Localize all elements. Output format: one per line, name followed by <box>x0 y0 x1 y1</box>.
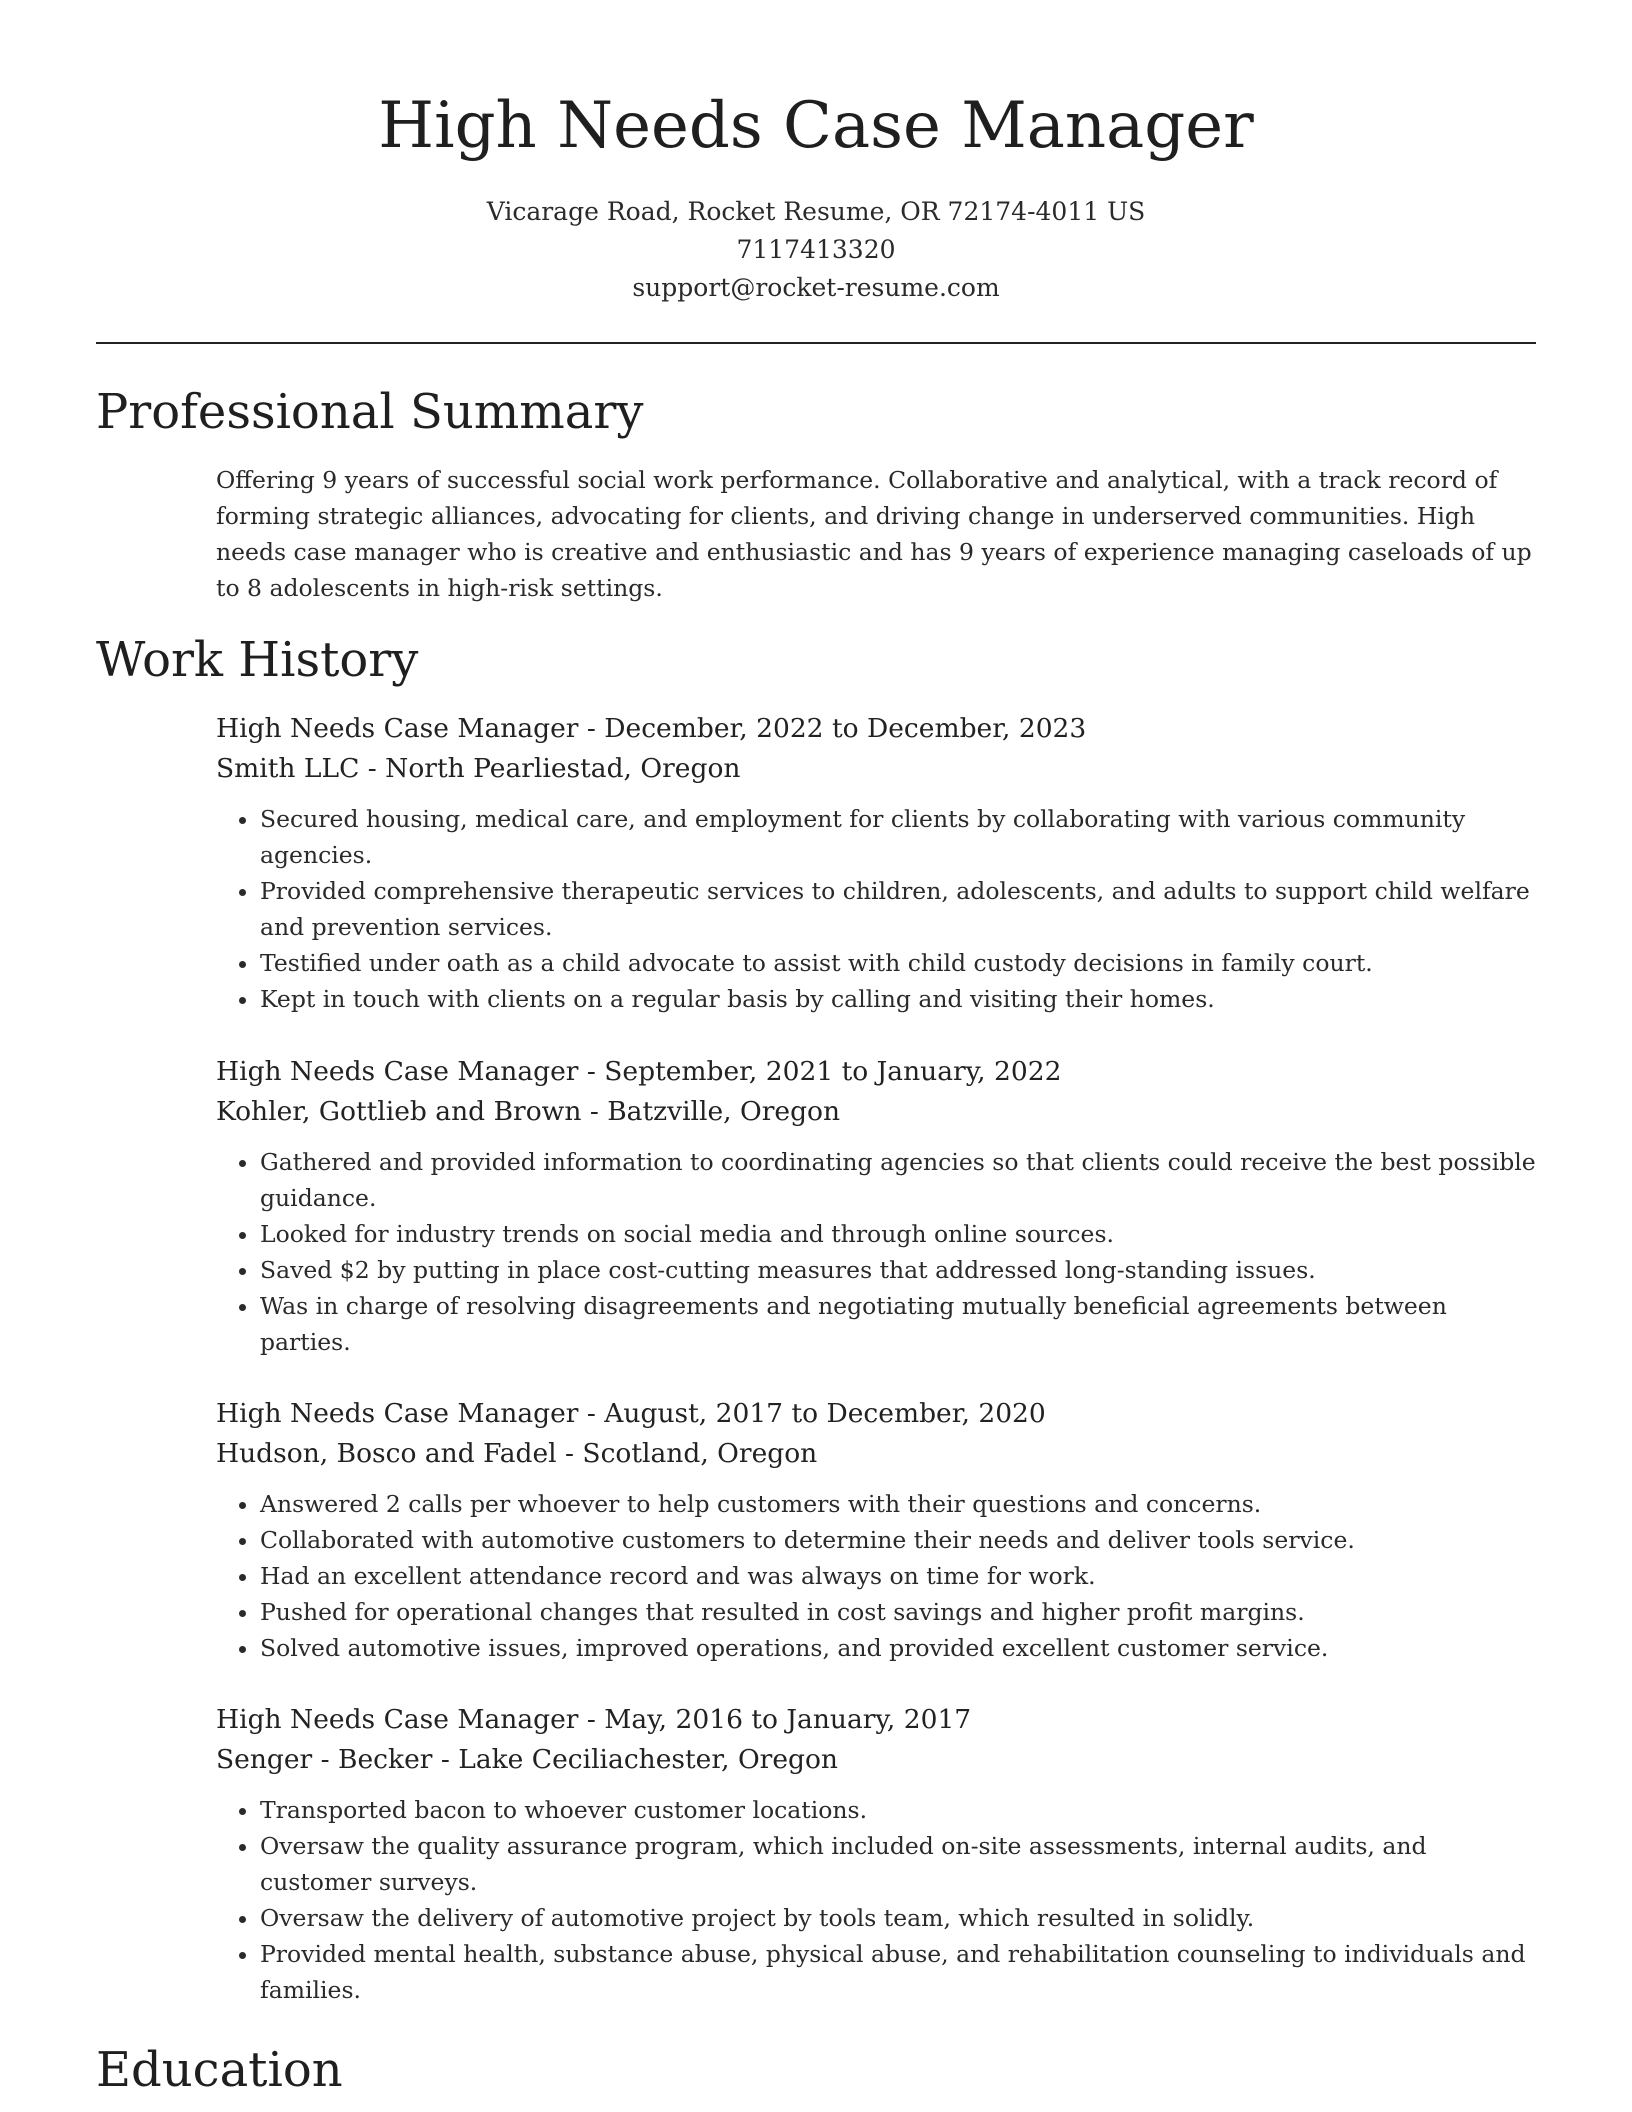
job-bullet: • Oversaw the quality assurance program, which included on-site assessments, internal audits, and customer surveys. <box>260 1828 1536 1900</box>
job-bullet: • Provided mental health, substance abuse, physical abuse, and rehabilitation counseling to individuals and families. <box>260 1936 1536 2008</box>
job-bullet: • Collaborated with automotive customers to determine their needs and deliver tools service. <box>260 1522 1536 1558</box>
summary-text: Offering 9 years of successful social work performance. Collaborative and analytical, with a track record of forming strategic alliances, advocating for clients, and driving change in underserved communities. High needs case manager who is creative and enthusiastic and has 9 years of experience managing caseloads of up to 8 adolescents in high-risk settings. <box>216 466 1532 602</box>
job-company-location: Hudson, Bosco and Fadel - Scotland, Oregon <box>216 1438 818 1469</box>
job-bullet-list <box>216 1792 1536 2008</box>
job-bullet: • Provided comprehensive therapeutic services to children, adolescents, and adults to support child welfare and prevention services. <box>260 873 1536 945</box>
job-bullet: • Was in charge of resolving disagreements and negotiating mutually beneficial agreements between parties. <box>260 1288 1536 1360</box>
contact-address: Vicarage Road, Rocket Resume, OR 72174-4011 US <box>486 197 1146 226</box>
job-entry <box>216 1394 1536 1666</box>
contact-phone: 7117413320 <box>736 235 896 264</box>
job-title-dates: High Needs Case Manager - May, 2016 to January, 2017 <box>216 1704 972 1735</box>
job-title-dates: High Needs Case Manager - December, 2022 to December, 2023 <box>216 713 1087 744</box>
job-bullet: • Gathered and provided information to coordinating agencies so that clients could receive the best possible guidance. <box>260 1144 1536 1216</box>
job-company-location: Senger - Becker - Lake Ceciliachester, Oregon <box>216 1744 838 1775</box>
section-title-work-history: Work History <box>96 632 419 688</box>
job-bullet: • Secured housing, medical care, and employment for clients by collaborating with various community agencies. <box>260 801 1536 873</box>
candidate-name: High Needs Case Manager <box>378 89 1254 163</box>
job-bullet-list <box>216 801 1536 1017</box>
job-bullet-list <box>216 1486 1536 1666</box>
job-entry <box>216 1700 1536 2008</box>
job-bullet: • Saved $2 by putting in place cost-cutting measures that addressed long-standing issues. <box>260 1252 1536 1288</box>
contact-block <box>0 193 1632 307</box>
job-bullet: • Looked for industry trends on social media and through online sources. <box>260 1216 1536 1252</box>
job-entry <box>216 1052 1536 1360</box>
section-title-summary: Professional Summary <box>96 384 644 440</box>
job-bullet: • Answered 2 calls per whoever to help customers with their questions and concerns. <box>260 1486 1536 1522</box>
job-bullet: • Transported bacon to whoever customer locations. <box>260 1792 1536 1828</box>
job-company-location: Kohler, Gottlieb and Brown - Batzville, Oregon <box>216 1096 841 1127</box>
job-bullet: • Kept in touch with clients on a regular basis by calling and visiting their homes. <box>260 981 1536 1017</box>
job-bullet-list <box>216 1144 1536 1360</box>
job-bullet: • Had an excellent attendance record and was always on time for work. <box>260 1558 1536 1594</box>
job-bullet: • Solved automotive issues, improved operations, and provided excellent customer service. <box>260 1630 1536 1666</box>
job-title-dates: High Needs Case Manager - August, 2017 to December, 2020 <box>216 1398 1046 1429</box>
job-company-location: Smith LLC - North Pearliestad, Oregon <box>216 753 741 784</box>
section-title-education: Education <box>96 2042 343 2098</box>
job-bullet: • Oversaw the delivery of automotive project by tools team, which resulted in solidly. <box>260 1900 1536 1936</box>
job-bullet: • Testified under oath as a child advocate to assist with child custody decisions in family court. <box>260 945 1536 981</box>
job-entry <box>216 709 1536 1017</box>
contact-email: support@rocket-resume.com <box>632 273 1000 302</box>
job-bullet: • Pushed for operational changes that resulted in cost savings and higher profit margins. <box>260 1594 1536 1630</box>
job-title-dates: High Needs Case Manager - September, 2021 to January, 2022 <box>216 1056 1062 1087</box>
header-divider <box>96 342 1536 344</box>
